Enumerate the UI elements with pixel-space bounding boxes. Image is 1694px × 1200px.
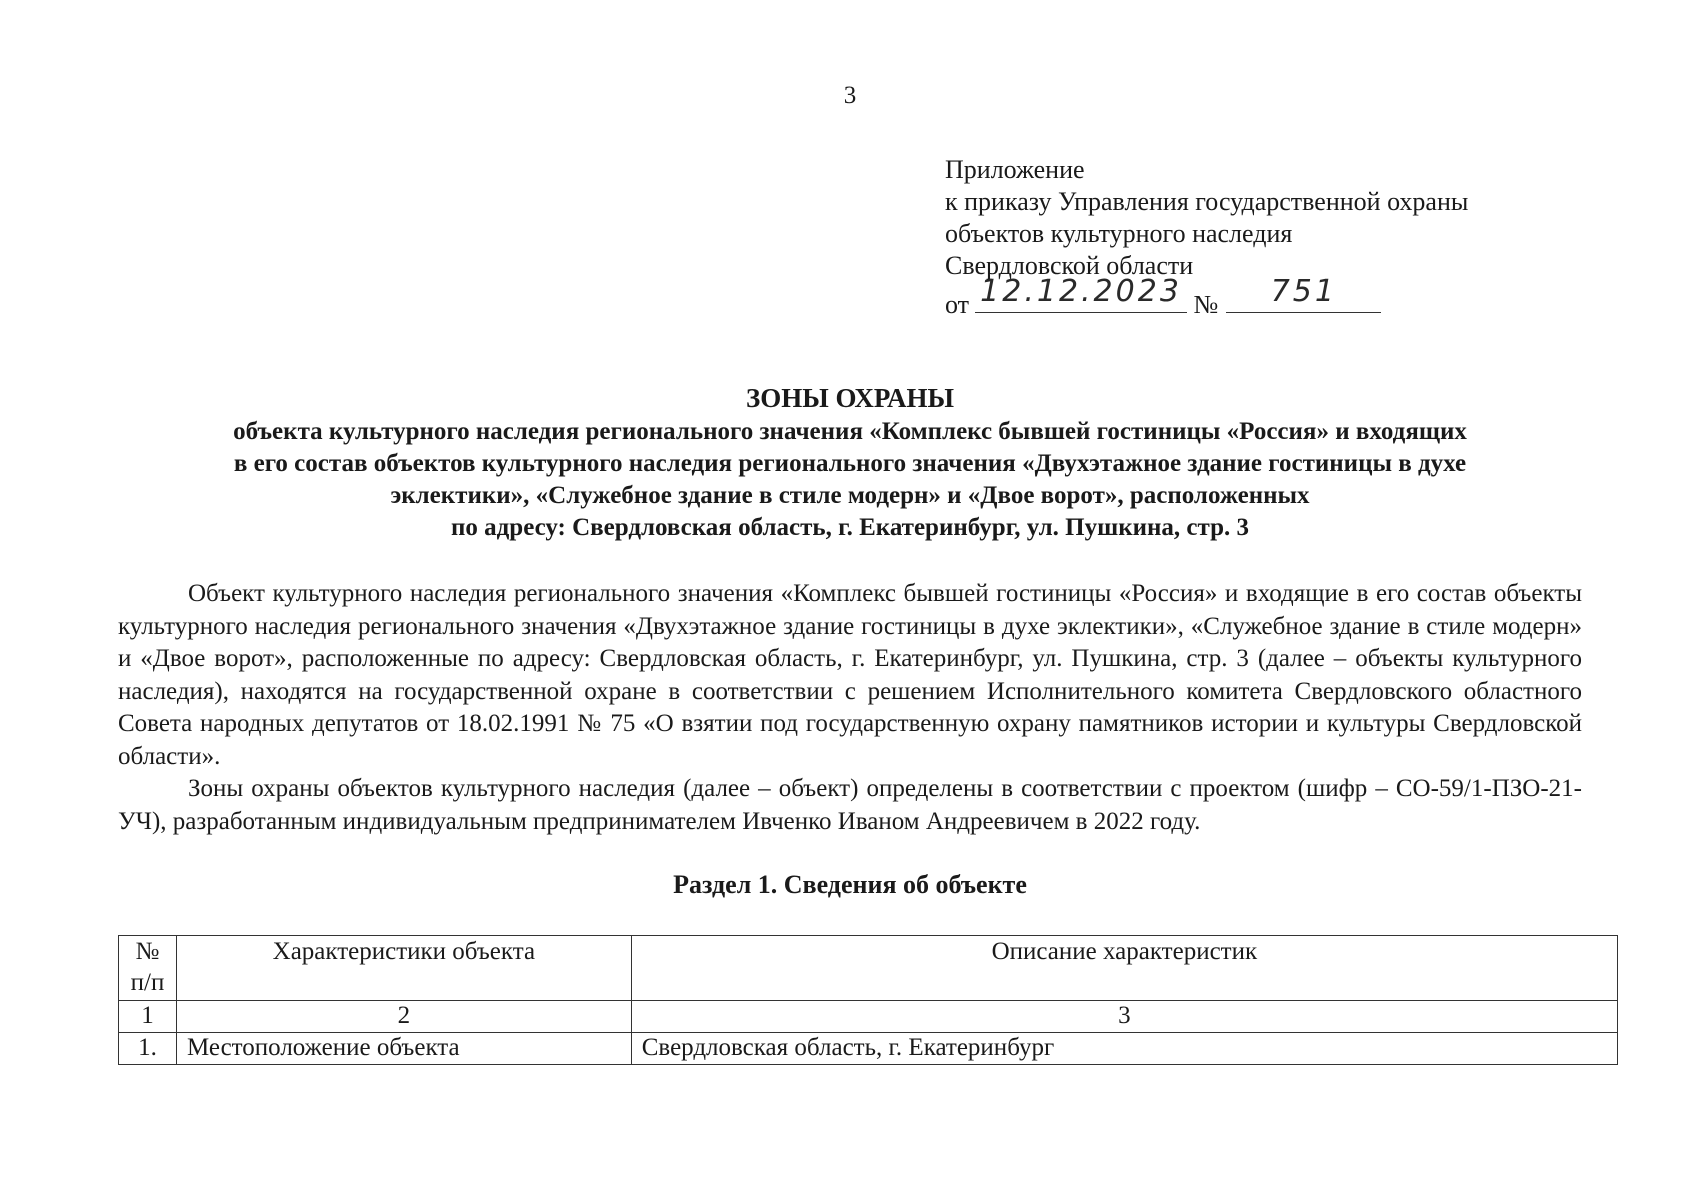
row-characteristic-cell: Местоположение объекта	[176, 1033, 631, 1065]
header-characteristic-cell: Характеристики объекта	[176, 936, 631, 1001]
row-description-cell: Свердловская область, г. Екатеринбург	[631, 1033, 1617, 1065]
table-header-row	[119, 936, 1618, 1001]
table-numbering-row	[119, 1001, 1618, 1033]
appendix-block	[945, 154, 1468, 321]
column-number-cell: 3	[631, 1001, 1617, 1033]
document-subtitle-line: объекта культурного наследия регионального значения «Комплекс бывшей гостиницы «Россия» и входящих	[233, 418, 1467, 445]
header-number-abbrev: п/п	[130, 969, 165, 996]
appendix-order-line: к приказу Управления государственной охраны	[945, 187, 1469, 216]
body-text	[118, 578, 1582, 838]
column-number-cell: 1	[119, 1001, 177, 1033]
header-number-cell	[119, 936, 177, 1001]
number-label: №	[1193, 290, 1219, 319]
document-subtitle-line: эклектики», «Служебное здание в стиле модерн» и «Двое ворот», расположенных	[390, 482, 1310, 509]
document-title: ЗОНЫ ОХРАНЫ	[746, 383, 954, 413]
appendix-order-line: объектов культурного наследия	[945, 219, 1293, 248]
document-subtitle-line: по адресу: Свердловская область, г. Екатеринбург, ул. Пушкина, стр. 3	[450, 514, 1249, 541]
appendix-date-number-line	[945, 274, 1468, 321]
appendix-title: Приложение	[945, 155, 1085, 184]
header-number-symbol: №	[135, 938, 160, 965]
handwritten-number: 751	[1270, 274, 1337, 309]
column-number-cell: 2	[176, 1001, 631, 1033]
page-number: 3	[843, 82, 857, 109]
header-description-cell: Описание характеристик	[631, 936, 1617, 1001]
from-label: от	[945, 290, 970, 319]
document-title-block	[140, 380, 1560, 544]
body-paragraph: Объект культурного наследия регионального значения «Комплекс бывшей гостиницы «Россия» и входящие в его состав объекты культурного наследия регионального значения «Двухэтажное здание гостиницы в духе эклектики», «Служебное здание в стиле модерн» и «Двое ворот», расположенные по адресу: Свердловская область, г. Екатеринбург, ул. Пушкина, стр. 3 (далее – объекты культурного наследия), находятся на государственной охране в соответствии с решением Исполнительного комитета Свердловского областного Совета народных депутатов от 18.02.1991 № 75 «О взятии под государственную охрану памятников истории и культуры Свердловской области».	[118, 580, 1582, 770]
body-paragraph: Зоны охраны объектов культурного наследия (далее – объект) определены в соответствии с проектом (шифр – СО-59/1-ПЗО-21-УЧ), разработанным индивидуальным предпринимателем Ивченко Иваном Андреевичем в 2022 году.	[118, 775, 1582, 835]
table-row	[119, 1033, 1618, 1065]
number-field	[1226, 274, 1381, 313]
appendix-order-line: Свердловской области	[945, 251, 1194, 280]
document-subtitle-line: в его состав объектов культурного наследия регионального значения «Двухэтажное здание гостиницы в духе	[233, 450, 1467, 477]
section-title: Раздел 1. Сведения об объекте	[673, 870, 1027, 899]
row-number-cell: 1.	[119, 1033, 177, 1065]
object-info-table	[118, 935, 1618, 1065]
date-field	[975, 274, 1187, 313]
handwritten-date: 12.12.2023	[980, 274, 1182, 309]
